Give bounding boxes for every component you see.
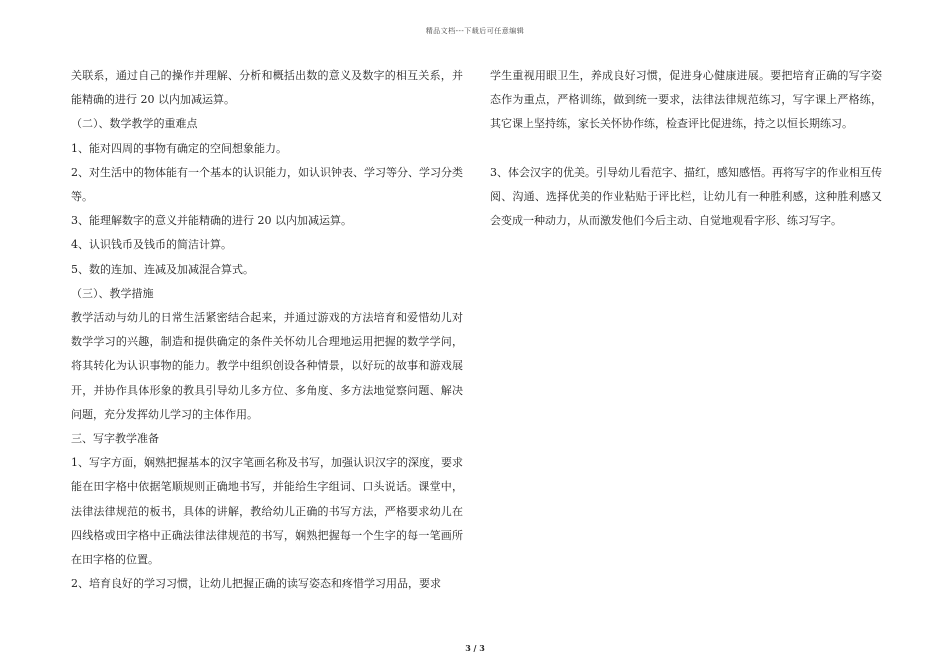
paragraph-teaching-measures: 教学活动与幼儿的日常生活紧密结合起来，并通过游戏的方法培育和爱惜幼儿对数学学习的兴趣，制造和提供确定的条件关怀幼儿合理地运用把握的数学学问，将其转化为认识事物的能力。教学中组织创设各种情景，以好玩的故事和游戏展开，并协作具体形象的教具引导幼儿多方位、多角度、多方法地觉察问题、解决问题，充分发挥幼儿学习的主体作用。 bbox=[71, 311, 463, 421]
left-column bbox=[71, 64, 463, 596]
paragraph-spacer bbox=[490, 137, 882, 161]
page-header: 精品文档---下载后可任意编辑 bbox=[425, 27, 525, 35]
section-heading-key-difficulties: （二）、数学教学的重难点 bbox=[71, 117, 198, 131]
list-item-recognition-ability: 2、对生活中的物体能有一个基本的认识能力，如认识钟表、学习等分、学习分类等。 bbox=[71, 165, 463, 204]
page-number: 3 / 3 bbox=[465, 643, 485, 653]
list-item-mixed-operations: 5、数的连加、连减及加减混合算式。 bbox=[71, 262, 254, 276]
right-column bbox=[490, 64, 882, 233]
list-item-number-meaning: 3、能理解数字的意义并能精确的进行 20 以内加减运算。 bbox=[71, 214, 352, 228]
paragraph-beauty-of-characters: 3、体会汉字的优美。引导幼儿看范字、描红，感知感悟。再将写字的作业相互传阅、沟通、选择优美的作业粘贴于评比栏，让幼儿有一种胜利感，这种胜利感又会变成一种动力，从而激发他们今后主动、自觉地观看字形、练习写字。 bbox=[490, 165, 882, 228]
section-heading-writing-preparation: 三、写字教学准备 bbox=[71, 432, 159, 446]
list-item-currency: 4、认识钱币及钱币的简洁计算。 bbox=[71, 238, 232, 252]
section-heading-teaching-measures: （三）、教学措施 bbox=[71, 286, 154, 300]
paragraph-eye-hygiene: 学生重视用眼卫生，养成良好习惯，促进身心健康进展。要把培育正确的写字姿态作为重点，严格训练，做到统一要求，法律法律规范练习，写字课上严格练，其它课上坚持练，家长关怀协作练，检查评比促进练，持之以恒长期练习。 bbox=[490, 69, 882, 131]
paragraph-writing-aspect: 1、写字方面，娴熟把握基本的汉字笔画名称及书写，加强认识汉字的深度，要求能在田字格中依据笔顺规则正确地书写，并能给生字组词、口头说话。课堂中，法律法律规范的板书，具体的讲解，教给幼儿正确的书写方法，严格要求幼儿在四线格或田字格中正确法律法律规范的书写，娴熟把握每一个生字的每一笔画所在田字格的位置。 bbox=[71, 456, 463, 567]
list-item-spatial-imagination: 1、能对四周的事物有确定的空间想象能力。 bbox=[71, 141, 287, 155]
paragraph-learning-habits: 2、培育良好的学习习惯，让幼儿把握正确的读写姿态和疼惜学习用品，要求 bbox=[71, 577, 441, 591]
paragraph-continued-relations: 关联系，通过自己的操作并理解、分析和概括出数的意义及数字的相互关系，并能精确的进行 20 以内加减运算。 bbox=[71, 69, 463, 107]
